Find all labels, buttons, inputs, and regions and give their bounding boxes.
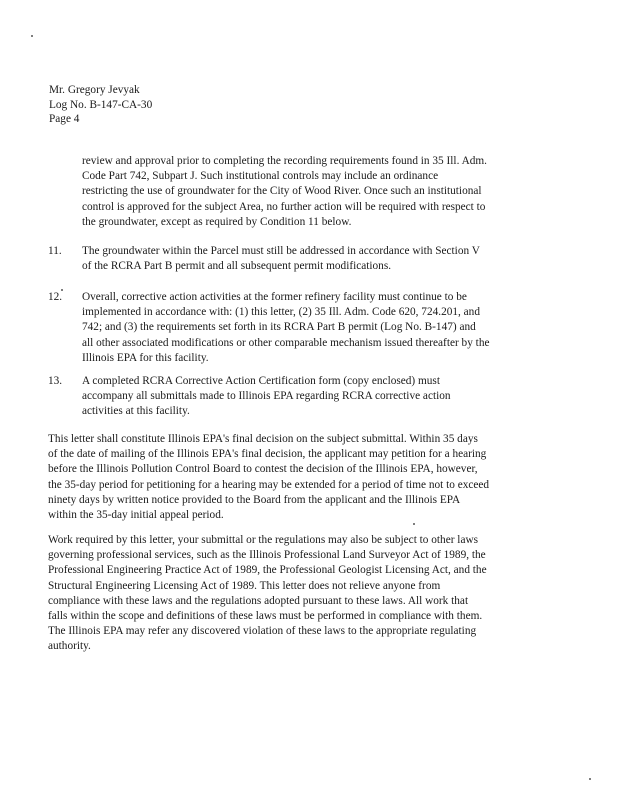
text-line: governing professional services, such as the Illinois Professional Land Surveyor Act of 1989, the (48, 549, 486, 562)
scan-speck (61, 289, 63, 291)
text-line: 742; and (3) the requirements set forth in its RCRA Part B permit (Log No. B-147) and (82, 321, 476, 334)
text-line: control is approved for the subject Area, no further action will be required with respect to (82, 200, 486, 213)
text-line: Professional Engineering Practice Act of 1989, the Professional Geologist Licensing Act, and the (48, 564, 487, 577)
condition-body (82, 290, 489, 366)
text-line: the 35-day period for petitioning for a hearing may be extended for a period of time not to exceed (48, 478, 490, 491)
scan-speck (413, 523, 415, 525)
text-line: Structural Engineering Licensing Act of 1989. This letter does not relieve anyone from (48, 579, 441, 592)
condition-body (82, 374, 451, 420)
continued-condition-text (82, 154, 487, 230)
letter-header (49, 83, 152, 127)
text-line: Illinois EPA for this facility. (82, 351, 209, 364)
text-line: review and approval prior to completing the recording requirements found in 35 Ill. Adm. (82, 155, 488, 167)
condition-body (82, 244, 480, 274)
text-line: of the RCRA Part B permit and all subsequent permit modifications. (82, 260, 392, 273)
scan-speck (589, 778, 591, 780)
text-line: Code Part 742, Subpart J. Such institutional controls may include an ordinance (82, 170, 439, 183)
text-line: Overall, corrective action activities at the former refinery facility must continue to be (82, 291, 467, 303)
text-line: falls within the scope and definitions of these laws must be performed in compliance with them. (48, 609, 483, 622)
text-line: all other associated modifications or other comparable mechanism issued thereafter by the (82, 336, 490, 349)
text-line: Work required by this letter, your submittal or the regulations may also be subject to other laws (48, 534, 479, 546)
professional-services-paragraph (48, 533, 487, 655)
text-line: accompany all submittals made to Illinois EPA regarding RCRA corrective action (82, 390, 451, 403)
text-line: within the 35-day initial appeal period. (48, 508, 224, 521)
condition-number: 12. (48, 291, 63, 303)
text-line: of the date of mailing of the Illinois EPA's final decision, the applicant may petition for a hearing (48, 448, 487, 461)
text-line: implemented in accordance with: (1) this letter, (2) 35 Ill. Adm. Code 620, 724.201, and (82, 306, 480, 319)
recipient-name: Mr. Gregory Jevyak (49, 84, 140, 96)
condition-number: 11. (48, 245, 62, 257)
final-decision-paragraph (48, 432, 489, 523)
scan-speck (31, 35, 33, 37)
text-line: ninety days by written notice provided to the Board from the applicant and the Illinois EPA (48, 493, 461, 506)
log-number: Log No. B-147-CA-30 (49, 98, 153, 111)
text-line: The groundwater within the Parcel must still be addressed in accordance with Section V (82, 245, 480, 257)
text-line: before the Illinois Pollution Control Board to contest the decision of the Illinois EPA, however, (48, 463, 478, 476)
condition-number: 13. (48, 375, 63, 387)
text-line: The Illinois EPA may refer any discovered violation of these laws to the appropriate regulating (48, 625, 477, 638)
text-line: activities at this facility. (82, 405, 190, 418)
page-number: Page 4 (49, 113, 80, 125)
text-line: authority. (48, 640, 91, 653)
text-line: restricting the use of groundwater for the City of Wood River. Once such an institutional (82, 185, 482, 198)
text-line: compliance with these laws and the regulations adopted pursuant to these laws. All work that (48, 594, 469, 607)
text-line: A completed RCRA Corrective Action Certification form (copy enclosed) must (82, 375, 440, 387)
text-line: the groundwater, except as required by Condition 11 below. (82, 215, 352, 228)
text-line: This letter shall constitute Illinois EPA's final decision on the subject submittal. Within 35 days (48, 433, 478, 445)
